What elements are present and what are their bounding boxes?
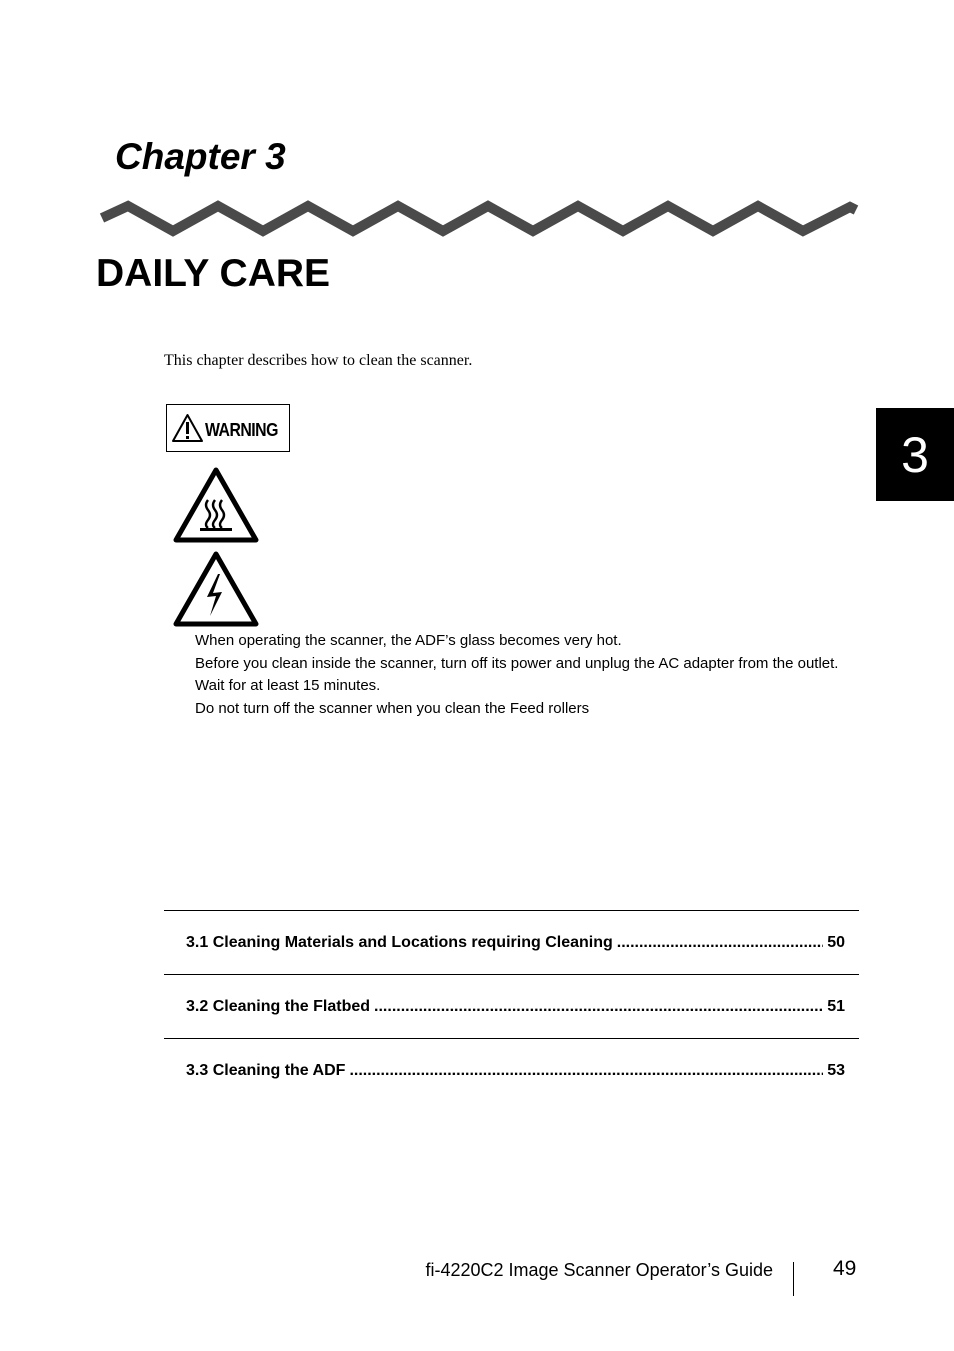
toc-leader bbox=[374, 997, 823, 1017]
chapter-tab-number: 3 bbox=[901, 426, 929, 483]
warning-box bbox=[166, 404, 290, 452]
chapter-label: Chapter 3 bbox=[115, 136, 286, 177]
toc-entry-title: 3.3 Cleaning the ADF bbox=[186, 1061, 346, 1079]
toc-leader bbox=[349, 1061, 823, 1081]
footer-guide-title: fi-4220C2 Image Scanner Operator’s Guide bbox=[425, 1260, 773, 1280]
warning-line: Before you clean inside the scanner, turn off its power and unplug the AC adapter from the outlet. Wait for at least 15 minutes. bbox=[195, 654, 839, 694]
page-number: 49 bbox=[833, 1257, 857, 1280]
chapter-title: DAILY CARE bbox=[96, 252, 331, 295]
toc-entry-3-2[interactable] bbox=[164, 974, 859, 1038]
warning-line: When operating the scanner, the ADF’s glass becomes very hot. bbox=[195, 632, 622, 649]
hot-surface-icon bbox=[172, 466, 260, 544]
table-of-contents bbox=[164, 910, 859, 1102]
toc-entry-page: 53 bbox=[827, 1061, 845, 1079]
intro-text: This chapter describes how to clean the scanner. bbox=[164, 352, 473, 369]
toc-entry-title: 3.2 Cleaning the Flatbed bbox=[186, 997, 371, 1015]
toc-entry-3-3[interactable] bbox=[164, 1038, 859, 1102]
warning-label: WARNING bbox=[205, 419, 278, 440]
toc-entry-page: 51 bbox=[827, 997, 845, 1015]
toc-entry-title: 3.1 Cleaning Materials and Locations requiring Cleaning bbox=[186, 933, 613, 951]
toc-entry-page: 50 bbox=[827, 933, 845, 951]
zigzag-decoration bbox=[98, 198, 860, 242]
warning-line: Do not turn off the scanner when you clean the Feed rollers bbox=[195, 699, 590, 717]
footer-divider bbox=[793, 1262, 794, 1296]
warning-text bbox=[195, 630, 855, 720]
toc-leader bbox=[617, 933, 823, 953]
warning-triangle-icon bbox=[171, 413, 204, 443]
electric-shock-icon bbox=[172, 550, 260, 628]
chapter-tab bbox=[876, 408, 954, 501]
toc-entry-3-1[interactable] bbox=[164, 910, 859, 974]
